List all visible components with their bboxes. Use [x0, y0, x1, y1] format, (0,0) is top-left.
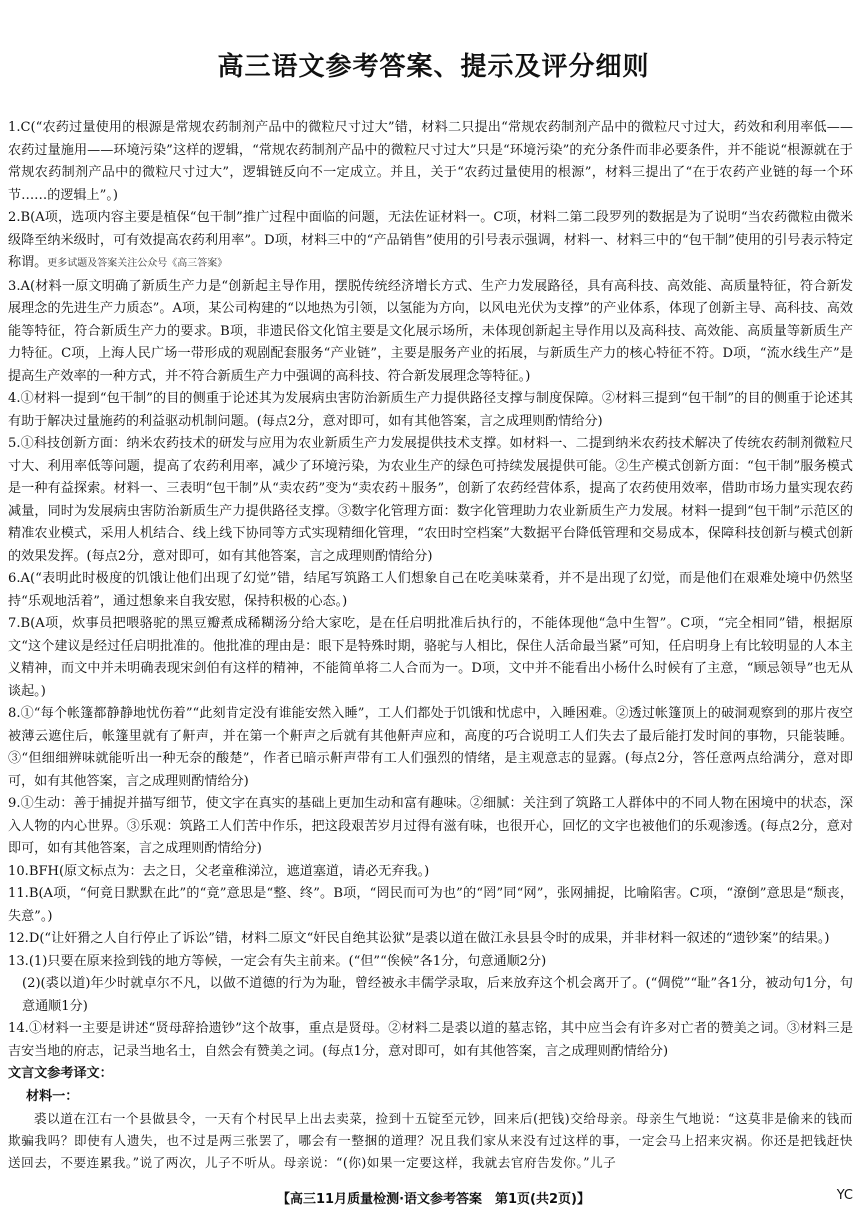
item-text: A(“表明此时极度的饥饿让他们出现了幻觉”错，结尾写筑路工人们想象自己在吃美味菜肴，并不是出现了幻觉，而是他们在艰难处境中仍然坚持“乐观地活着”，通过想象来自我安慰，保持积极的心态。) [8, 571, 853, 609]
item-number: 12. [8, 931, 29, 946]
promo-note: 更多试题及答案关注公众号《高三答案》 [47, 258, 228, 269]
item-number: 1. [8, 120, 21, 135]
item-number: 4. [8, 391, 21, 406]
item-text: ①“每个帐篷都静静地忧伤着”“此刻肯定没有谁能安然入睡”，工人们都处于饥饿和忧虑中，入睡困难。②透过帐篷顶上的破洞观察到的那片夜空被薄云遮住后，帐篷里就有了鼾声，并在第一个鼾声之后就有其他鼾声应和，高度的巧合说明工人们失去了最后能打发时间的事物，只能装睡。③“但细细辨味就能听出一种无奈的酸楚”，作者已暗示鼾声带有工人们强烈的情绪，是主观意志的显露。(每点2分，答任意两点给满分，意对即可，如有其他答案，言之成理则酌情给分) [8, 706, 853, 789]
item-text: B(A项，炊事员把喂骆驼的黑豆瓣煮成稀糊汤分给大家吃，是在任启明批准后执行的，不能体现他“急中生智”。C项，“完全相同”错，根据原文“这个建议是经过任启明批准的。他批准的理由是：眼下是特殊时期，骆驼与人相比，保住人活命最当紧”可知，任启明身上有比较明显的人本主义精神，而文中并未明确表现宋剑伯有这样的精神，不能简单将二人合而为一。D项，文中并不能看出小杨什么时候有了主意，“顾忌领导”也无从谈起。) [8, 616, 853, 699]
item-text: ①科技创新方面：纳米农药技术的研发与应用为农业新质生产力发展提供技术支撑。如材料一、二提到纳米农药技术解决了传统农药制剂微粒尺寸大、利用率低等问题，提高了农药利用率，减少了环境污染，为农业生产的绿色可持续发展提供可能。②生产模式创新方面：“包干制”服务模式是一种有益探索。材料一、三表明“包干制”从“卖农药”变为“卖农药＋服务”，创新了农药经营体系，提高了农药使用效率，借助市场力量实现农药减量，同时为发展病虫害防治新质生产力提供路径支撑。③数字化管理方面：数字化管理助力农业新质生产力发展。材料一提到“包干制”示范区的精准农业模式，采用人机结合、线上线下协同等方式实现精细化管理，“农田时空档案”大数据平台降低管理和交易成本，保障科技创新与模式创新的效果发挥。(每点2分，意对即可，如有其他答案，言之成理则酌情给分) [8, 436, 853, 564]
answer-item [8, 883, 853, 928]
item-number: 10. [8, 863, 29, 879]
item-text: A(材料一原文明确了新质生产力是“创新起主导作用，摆脱传统经济增长方式、生产力发展路径，具有高科技、高效能、高质量特征，符合新发展理念的先进生产力质态”。A项，某公司构建的“以地热为引领，以氢能为方向，以风电光伏为支撑”的产业体系，体现了创新主导、高科技、高效能等特征，符合新质生产力的要求。B项，非遗民俗文化馆主要是文化展示场所，未体现创新起主导作用以及高科技、高效能、高质量等新质生产力特征。C项，上海人民广场一带形成的观剧配套服务“产业链”，主要是服务产业的拓展，与新质生产力的核心特征不符。D项，“流水线生产”是提高生产效率的一种方式，并不符合新质生产力中强调的高科技、符合新发展理念等特征。) [8, 278, 853, 384]
item-number: 2. [8, 210, 21, 225]
answer-item [8, 928, 853, 951]
answer-item [8, 433, 853, 568]
item-text: ①材料一提到“包干制”的目的侧重于论述其为发展病虫害防治新质生产力提供路径支撑与制度保障。②材料三提到“包干制”的目的侧重于论述其有助于解决过量施药的利益驱动机制问题。(每点2分，意对即可，如有其他答案，言之成理则酌情给分) [8, 391, 853, 429]
item-text: B(A项，“何竟日默默在此”的“竟”意思是“整、终”。B项，“罔民而可为也”的“罔”同“网”，张网捕捉，比喻陷害。C项，“潦倒”意思是“颓丧，失意”。) [8, 886, 853, 924]
answer-content [8, 117, 853, 1174]
answer-item [8, 613, 853, 703]
answer-item [8, 973, 853, 1018]
page-footer: 【高三11月质量检测·语文参考答案 第1页(共2页)】 [276, 1192, 590, 1207]
item-number: 13. [8, 953, 29, 969]
material-label: 材料一： [26, 1088, 79, 1104]
item-number: 9. [8, 796, 21, 811]
answer-item [8, 1018, 853, 1063]
answer-item [8, 388, 853, 433]
item-number: 5. [8, 436, 21, 451]
item-text: B(A项，选项内容主要是植保“包干制”推广过程中面临的问题，无法佐证材料一。C项，材料二第二段罗列的数据是为了说明“当农药微粒由微米级降至纳米级时，可有效提高农药利用率”。D项，材料三中的“产品销售”使用的引号表示强调，材料一、材料三中的“包干制”使用的引号表示特定称谓。 [8, 210, 853, 270]
answer-item [8, 117, 853, 207]
answer-item [8, 568, 853, 613]
item-text: C(“农药过量使用的根源是常规农药制剂产品中的微粒尺寸过大”错，材料二只提出“常规农药制剂产品中的微粒尺寸过大，药效和利用率低——农药过量施用——环境污染”这样的逻辑，“常规农药制剂产品中的微粒尺寸过大”只是“环境污染”的充分条件而非必要条件，并不能说“根源就在于常规农药制剂产品中的微粒尺寸过大”，逻辑链反向不一定成立。并且，关于“农药过量使用的根源”，材料三提出了“在于农药产业链的每一个环节……的逻辑上”。) [8, 120, 853, 203]
answer-item [8, 793, 853, 861]
answer-item [8, 207, 853, 276]
item-text: (2)(裘以道)年少时就卓尔不凡，以做不道德的行为为耻，曾经被永丰儒学录取，后来放弃这个机会离开了。(“倜傥”“耻”各1分，被动句1分，句意通顺1分) [22, 976, 853, 1014]
item-text: D(“让奸猾之人自行停止了诉讼”错，材料二原文“奸民自绝其讼狱”是裘以道在做江永县县令时的成果，并非材料一叙述的“遗钞案”的结果。) [28, 931, 830, 946]
page-code: YC [836, 1188, 853, 1203]
section-title: 文言文参考译文： [8, 1066, 113, 1081]
answer-item [8, 951, 853, 974]
item-number: 6. [8, 571, 21, 586]
item-text: ①生动：善于捕捉并描写细节，使文字在真实的基础上更加生动和富有趣味。②细腻：关注到了筑路工人群体中的不同人物在困境中的状态，深入人物的内心世界。③乐观：筑路工人们苦中作乐，把这段艰苦岁月过得有滋有味，也很开心，回忆的文字也被他们的乐观渗透。(每点2分，意对即可，如有其他答案，言之成理则酌情给分) [8, 796, 853, 856]
translation-text: 裘以道在江右一个县做县令，一天有个村民早上出去卖菜，捡到十五锭至元钞，回来后(把钱)交给母亲。母亲生气地说：“这莫非是偷来的钱而欺骗我吗？即使有人遗失，也不过是两三张罢了，哪会有一整捆的道理？况且我们家从来没有过这样的事，一定会马上招来灾祸。你还是把钱赶快送回去，不要连累我。”说了两次，儿子不听从。母亲说：“(你)如果一定要这样，我就去官府告发你。”儿子 [8, 1111, 853, 1170]
answer-item [8, 703, 853, 793]
item-number: 11. [8, 886, 29, 901]
answer-item [8, 276, 853, 389]
item-text: ①材料一主要是讲述“贤母辞拾遗钞”这个故事，重点是贤母。②材料二是裘以道的墓志铭，其中应当会有许多对亡者的赞美之词。③材料三是吉安当地的府志，记录当地名士，自然会有赞美之词。(每点1分，意对即可，如有其他答案，言之成理则酌情给分) [8, 1021, 853, 1059]
answer-item [8, 861, 853, 884]
item-text: (1)只要在原来捡到钱的地方等候，一定会有失主前来。(“但”“俟候”各1分，句意通顺2分) [28, 953, 547, 969]
item-number: 3. [8, 278, 21, 294]
item-number: 8. [8, 706, 21, 721]
item-text: BFH(原文标点为：去之日，父老童稚涕泣，遮道塞道，请必无弃我。) [28, 863, 430, 879]
item-number: 14. [8, 1021, 29, 1036]
page-title: 高三语文参考答案、提示及评分细则 [217, 52, 650, 82]
item-number: 7. [8, 616, 21, 631]
